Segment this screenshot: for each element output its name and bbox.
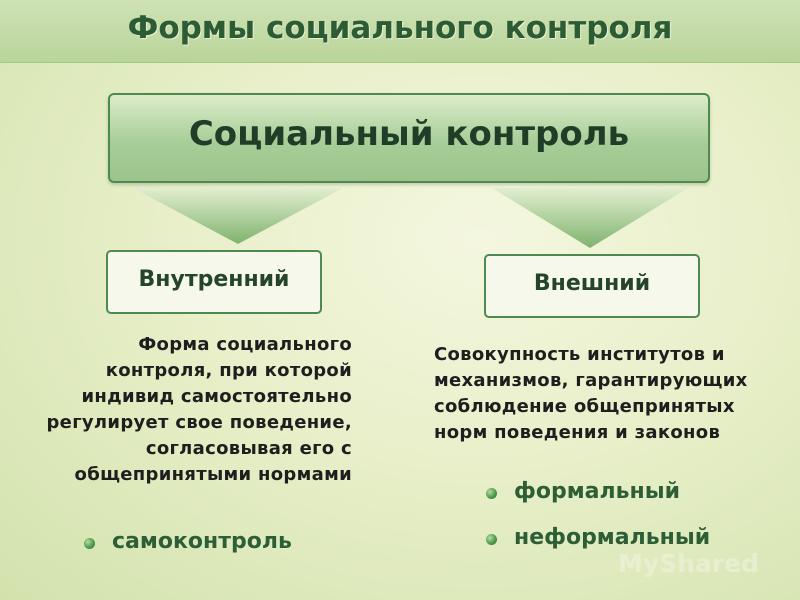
description-line: регулирует свое поведение,	[46, 412, 352, 433]
description-line: Форма социального	[138, 334, 352, 355]
page-title: Формы социального контроля	[127, 10, 673, 46]
description-line: соблюдение общепринятых	[434, 396, 735, 417]
external-description	[434, 342, 800, 446]
title-bar	[0, 0, 800, 63]
arrow-down-right-icon	[492, 188, 688, 248]
external-node	[484, 254, 700, 318]
list-item-label: формальный	[514, 479, 681, 504]
bullet-dot-icon	[486, 534, 497, 545]
root-node-label: Социальный контроль	[188, 114, 630, 154]
list-item-label: самоконтроль	[112, 529, 292, 554]
external-node-label: Внешний	[533, 271, 651, 296]
description-line: согласовывая его с	[145, 438, 352, 459]
watermark-logo	[618, 545, 768, 581]
arrow-down-left-icon	[133, 188, 343, 244]
description-line: Совокупность институтов и	[434, 344, 725, 365]
svg-text:MyShared: MyShared	[618, 549, 760, 578]
description-line: общепринятыми нормами	[74, 464, 352, 485]
description-line: индивид самостоятельно	[81, 386, 352, 407]
description-line: контроля, при которой	[105, 360, 352, 381]
description-line: норм поведения и законов	[434, 422, 721, 443]
root-node	[108, 93, 710, 183]
internal-description	[0, 332, 352, 488]
bullet-dot-icon	[84, 538, 95, 549]
internal-node-label: Внутренний	[138, 267, 290, 292]
internal-node	[106, 250, 322, 314]
bullet-dot-icon	[486, 488, 497, 499]
description-line: механизмов, гарантирующих	[434, 370, 748, 391]
list-item-label: неформальный	[514, 525, 711, 550]
